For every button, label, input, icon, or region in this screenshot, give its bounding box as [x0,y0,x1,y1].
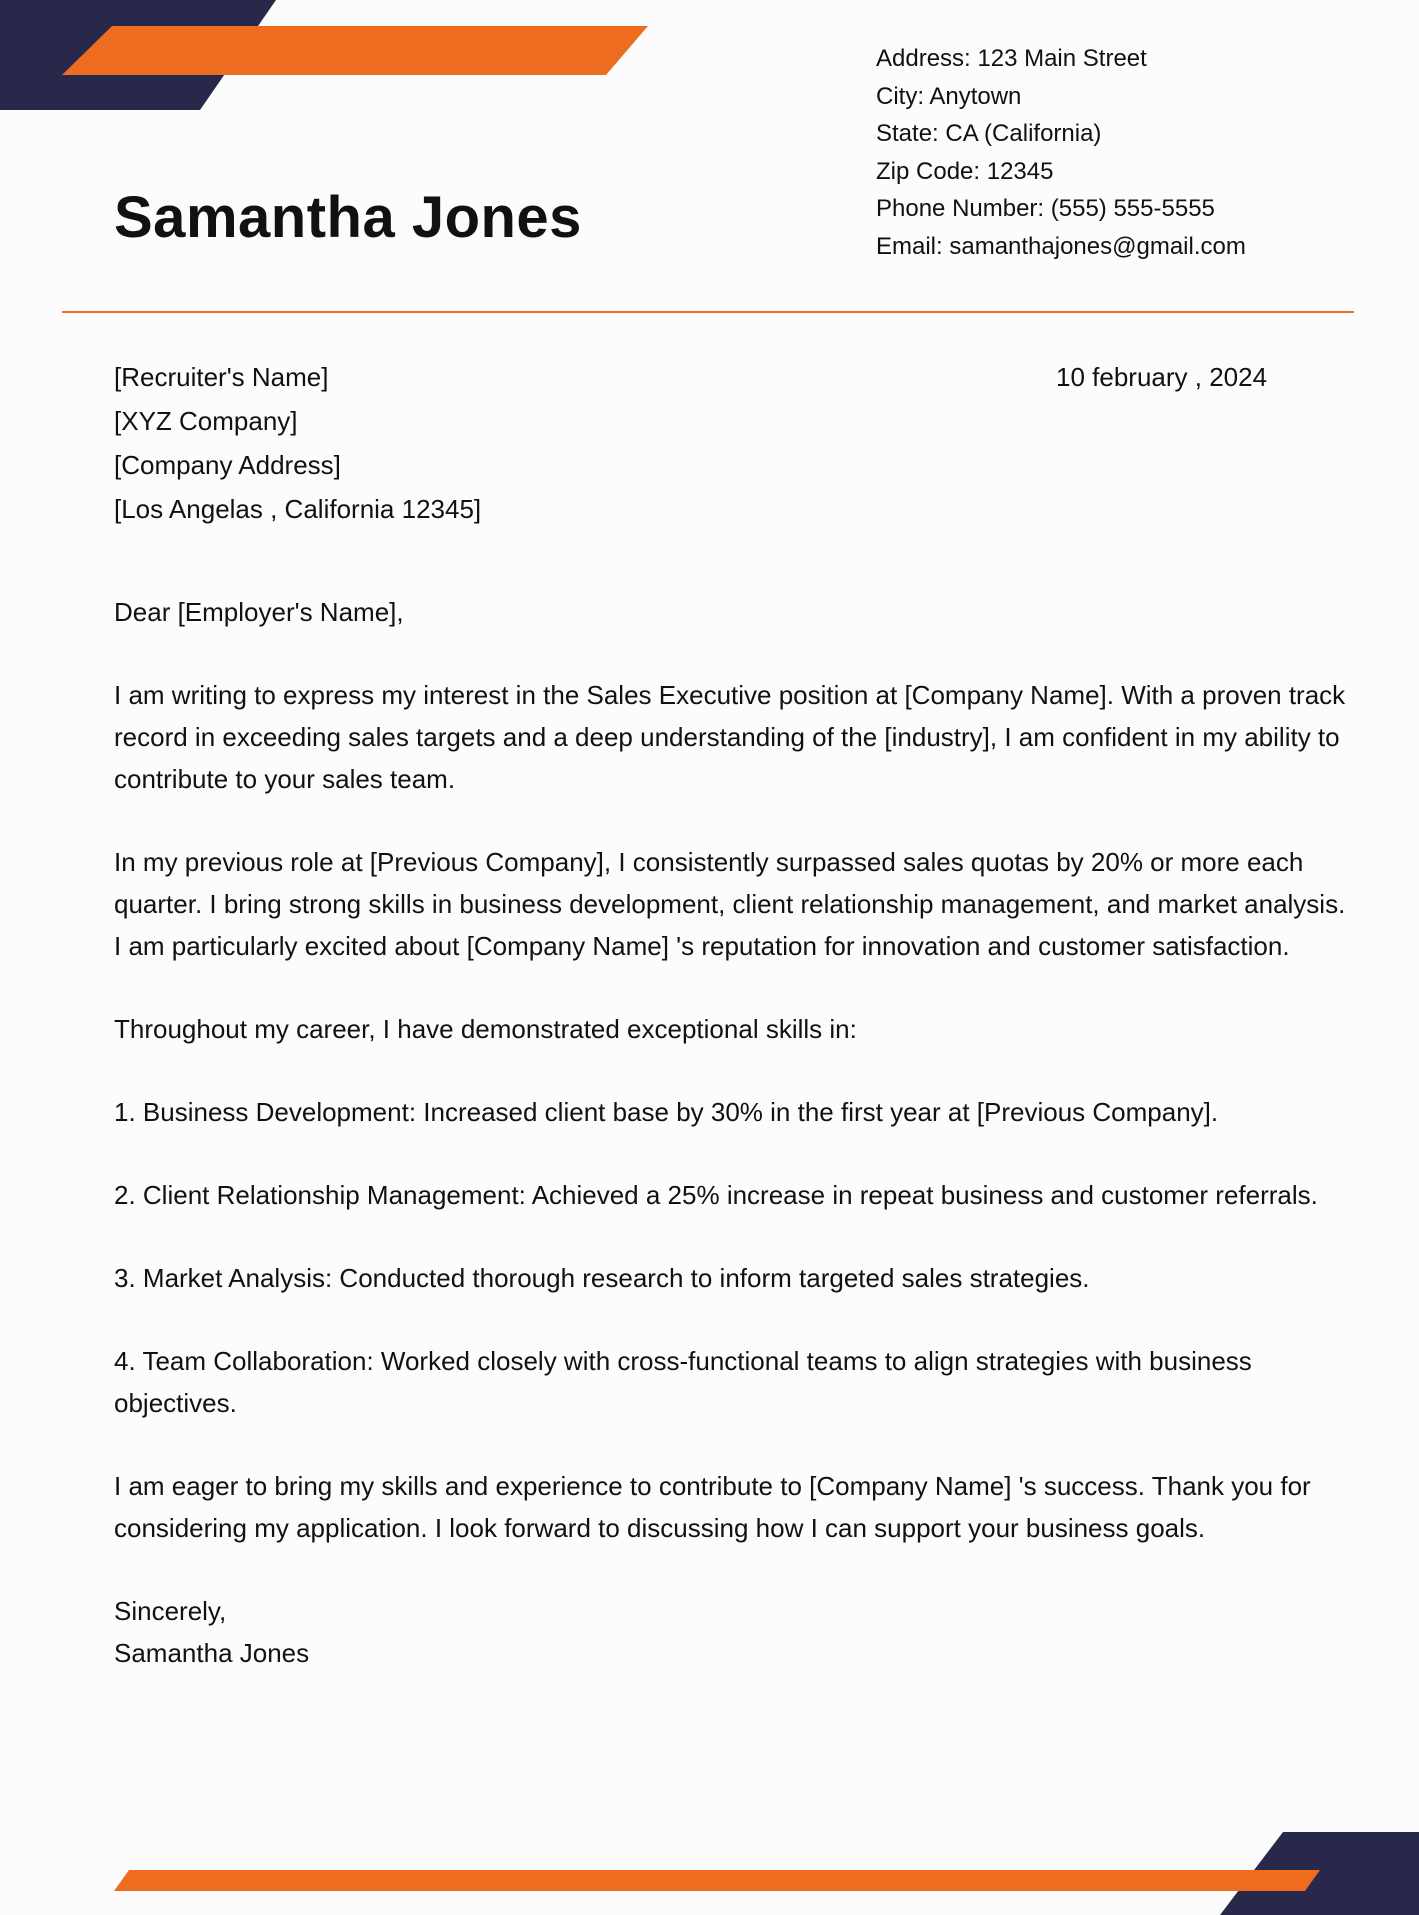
navy-bottom-shape [1220,1832,1419,1915]
top-left-decoration [0,0,700,120]
header-divider [62,311,1354,313]
applicant-name: Samantha Jones [114,185,582,250]
signature: Samantha Jones [114,1638,310,1668]
contact-info [876,40,1246,265]
skill-item: 2. Client Relationship Management: Achieved a 25% increase in repeat business and customer referrals. [114,1180,1318,1210]
contact-zip: Zip Code: 12345 [876,157,1054,185]
skill-item: 1. Business Development: Increased client base by 30% in the first year at [Previous Company]. [114,1097,1219,1127]
greeting: Dear [Employer's Name], [114,597,404,627]
contact-state: State: CA (California) [876,120,1102,147]
letter-date: 10 february , 2024 [1056,362,1268,392]
contact-city: City: Anytown [876,82,1022,110]
recipient-city: [Los Angelas , California 12345] [114,494,482,524]
recipient-block [114,355,481,531]
paragraph-experience: In my previous role at [Previous Company], I consistently surpassed sales quotas by 20% or more each quarter. I bring strong skills in business development, client relationship management, and market analysis. I am particularly excited about [Company Name] 's reputation for innovation and customer satisfaction. [114,847,1346,961]
paragraph-closing: I am eager to bring my skills and experience to contribute to [Company Name] 's success. Thank you for considering my application. I look forward to discussing how I can support your business goals. [114,1471,1311,1543]
contact-email: Email: samanthajones@gmail.com [876,232,1246,260]
recipient-name: [Recruiter's Name] [114,362,329,392]
paragraph-intro: I am writing to express my interest in the Sales Executive position at [Company Name]. With a proven track record in exceeding sales targets and a deep understanding of the [industry], I am confident in my ability to contribute to your sales team. [114,680,1346,794]
orange-top-stripe [62,26,648,75]
skill-item: 4. Team Collaboration: Worked closely with cross-functional teams to align strategies with business objectives. [114,1346,1252,1418]
orange-bottom-stripe [114,1870,1320,1891]
recipient-company: [XYZ Company] [114,406,298,436]
contact-address: Address: 123 Main Street [876,45,1147,72]
recipient-address: [Company Address] [114,450,341,480]
skill-item: 3. Market Analysis: Conducted thorough research to inform targeted sales strategies. [114,1263,1090,1293]
paragraph-skills-intro: Throughout my career, I have demonstrated exceptional skills in: [114,1014,857,1044]
letter-body [114,591,1354,1674]
closing: Sincerely, [114,1596,227,1626]
contact-phone: Phone Number: (555) 555-5555 [876,195,1215,222]
